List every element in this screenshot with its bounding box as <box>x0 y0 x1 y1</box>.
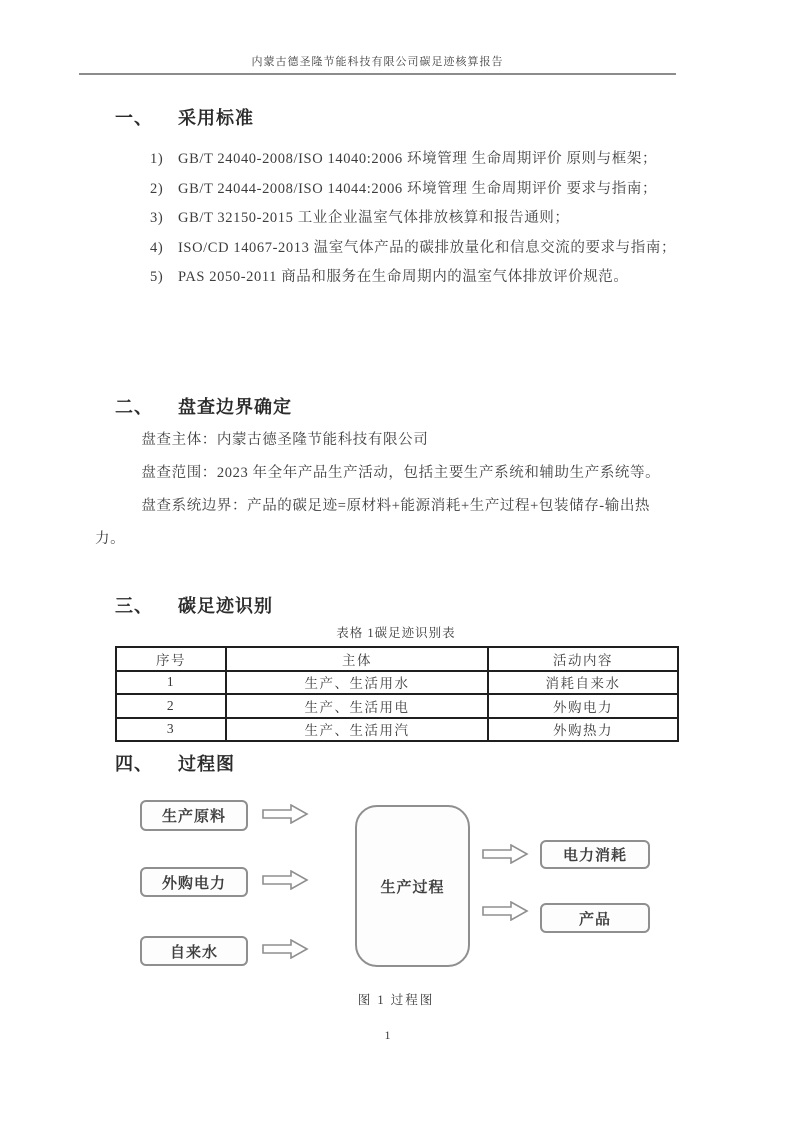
section-heading-boundary <box>115 393 292 419</box>
section-title: 盘查边界确定 <box>178 397 292 417</box>
list-item-text: ISO/CD 14067-2013 温室气体产品的碳排放量化和信息交流的要求与指南； <box>178 239 677 256</box>
boundary-paragraphs <box>95 424 680 556</box>
list-item-text: GB/T 24044-2008/ISO 14044:2006 环境管理 生命周期评价 要求与指南； <box>178 180 658 197</box>
table-cell: 生产、生活用电 <box>226 694 488 718</box>
column-header: 活动内容 <box>488 647 678 671</box>
right-arrow-icon <box>262 939 309 959</box>
section-heading-adopt-standards <box>115 104 254 130</box>
paragraph-scope: 盘查范围：2023 年全年产品生产活动，包括主要生产系统和辅助生产系统等。 <box>141 465 661 481</box>
list-item-number: 1) <box>150 151 164 167</box>
list-item-number: 2) <box>150 180 164 197</box>
table-cell: 2 <box>116 694 226 718</box>
right-arrow-icon <box>262 804 309 824</box>
column-header: 序号 <box>116 647 226 671</box>
section-number: 三、 <box>115 596 153 616</box>
list-item-number: 4) <box>150 239 164 256</box>
right-arrow-icon <box>262 870 309 890</box>
column-header: 主体 <box>226 647 488 671</box>
standards-list <box>150 145 678 293</box>
table-cell: 1 <box>116 671 226 695</box>
list-item-text: GB/T 32150-2015 工业企业温室气体排放核算和报告通则； <box>178 210 570 226</box>
diagram-process-box: 生产过程 <box>355 805 470 967</box>
table-cell: 生产、生活用汽 <box>226 718 488 742</box>
process-flow-diagram <box>95 795 680 977</box>
diagram-input-box: 生产原料 <box>140 800 248 831</box>
table-cell: 外购电力 <box>488 694 678 718</box>
table-caption: 表格 1碳足迹识别表 <box>336 626 456 640</box>
section-number: 一、 <box>115 108 153 128</box>
diagram-input-box: 自来水 <box>140 936 248 966</box>
diagram-output-box: 电力消耗 <box>540 840 650 869</box>
list-item-number: 3) <box>150 210 164 226</box>
section-number: 四、 <box>115 754 153 774</box>
paragraph-subject: 盘查主体：内蒙古德圣隆节能科技有限公司 <box>141 432 429 448</box>
table-cell: 生产、生活用水 <box>226 671 488 695</box>
section-heading-identification <box>115 592 273 618</box>
figure-caption: 图 1 过程图 <box>357 993 435 1007</box>
list-item <box>150 263 678 293</box>
diagram-output-box: 产品 <box>540 903 650 933</box>
list-item <box>150 204 678 234</box>
right-arrow-icon <box>482 901 529 921</box>
section-number: 二、 <box>115 397 153 417</box>
right-arrow-icon <box>482 844 529 864</box>
list-item-text: GB/T 24040-2008/ISO 14040:2006 环境管理 生命周期评价 原则与框架； <box>178 151 658 167</box>
list-item <box>150 145 678 175</box>
table-cell: 消耗自来水 <box>488 671 678 695</box>
section-heading-process-diagram <box>115 750 235 776</box>
paragraph-system: 盘查系统边界：产品的碳足迹=原材料+能源消耗+生产过程+包装储存-输出热力。 <box>95 498 651 547</box>
list-item <box>150 175 678 205</box>
table-row <box>116 694 678 718</box>
header-rule <box>79 73 676 75</box>
diagram-input-box: 外购电力 <box>140 867 248 897</box>
list-item <box>150 234 678 264</box>
section-title: 采用标准 <box>178 108 254 128</box>
table-cell: 外购热力 <box>488 718 678 742</box>
list-item-number: 5) <box>150 269 164 285</box>
table-row <box>116 671 678 695</box>
page-number: 1 <box>384 1028 391 1042</box>
table-row <box>116 718 678 742</box>
list-item-text: PAS 2050-2011 商品和服务在生命周期内的温室气体排放评价规范。 <box>178 269 629 285</box>
table-header-row <box>116 647 678 671</box>
section-title: 碳足迹识别 <box>178 596 273 616</box>
footprint-identification-table <box>115 646 679 742</box>
table-cell: 3 <box>116 718 226 742</box>
running-header-title: 内蒙古德圣隆节能科技有限公司碳足迹核算报告 <box>251 56 504 68</box>
section-title: 过程图 <box>178 754 235 774</box>
